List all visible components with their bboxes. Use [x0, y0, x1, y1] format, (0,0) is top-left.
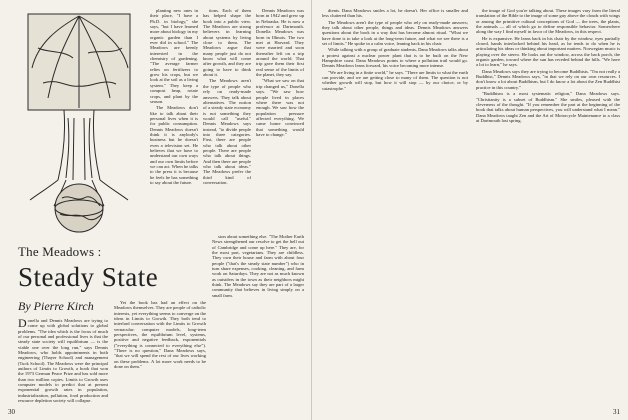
paragraph: dients. Dana Meadows smiles a lot, he doesn't. Her office is smaller and less cluttered than his.	[322, 8, 468, 19]
article-column-2	[114, 300, 206, 408]
article-column-top-1	[150, 8, 198, 226]
right-page	[314, 0, 628, 420]
page-number-right: 31	[613, 408, 620, 416]
illustration-tree-earth-icon	[18, 8, 140, 236]
paragraph: "We are living in a finite world," he says. "There are limits to what the earth can provide, and we are getting close to many of them. The question is not whether growth will stop, but how it will stop — by our choice, or by catastrophe."	[322, 69, 468, 91]
paragraph: sion about something else. "The Mother Earth News strengthened our resolve to get the hell out of Cambridge and come up here." They are, for the most part, vegetarians. They are childless. They own their house and farm with about four people ("that's the steady state number") who in turn share expenses, cooking, cleaning, and farm work on Saturdays. They are not as much known as outsiders in the town as their neighbors might think. The Meadows say they are part of a larger community that believes in living simply on a small farm.	[212, 234, 304, 298]
article-column-right-1	[322, 8, 468, 404]
paragraph: The Meadows aren't the type of people who rely on ready-made answers; they talk about other people, things and ideas. Dennis Meadows answers questions about the book in a way that has become almost ritual. "What we have done is to take a look at the long-term future, and what we see there is a set of limits." He spoke in a calm voice, leaning back in his chair.	[322, 19, 468, 47]
paragraph: planting new ones in their place, "I have a Ph.D. in biology," she says, "but I have learned more about biology in my organic garden than I ever did in school." The Meadows are keenly interested in the chemistry of gardening. "The average farmer relies on fertilizers to grow his crops, but we look at the soil as a living system." They keep a compost heap, rotate crops, and plant by the season.	[150, 8, 198, 104]
paragraph: Yet the book has had an effect on the Meadows themselves. They are people of catholic interests, yet everything seems to converge on the ideas in Limits to Growth. They both tend to interlard conversation with the Limits to Growth vernacular: computer models, long-term perspectives, the equilibrium level, systems, positive and negative feedback, exponentials ("everything is connected to everything else"). "There is no question," Dana Meadows says, "that we will spend the rest of our lives working on these problems. A lot more work needs to be done on them."	[114, 300, 206, 370]
left-page	[0, 0, 312, 420]
paragraph: "What we saw on that trip changed us," Donella says. "We saw how people lived in places where there was not enough. We saw how the population pressure affected everything. We came home convinced that something would have to change."	[256, 78, 304, 137]
page-number-left: 30	[8, 408, 15, 416]
paragraph: The Meadows don't like to talk about their personal lives when it is for public consumption. Dennis Meadows doesn't think it is anybody's business but he doesn't even a television set. He believes that we have to understand our own ways and our own limits before we can act. When he talks to the press it is because he feels he has something to say about the future.	[150, 105, 198, 185]
paragraph: The Meadows aren't the type of people who rely on ready-made answers. They talk about alternatives. The notion of a steady state economy is not something they would call "useful." Dennis Meadows says instead, "to divide people into three categories. First, there are people who talk about other people. There are people who talk about things. And then there are people who talk about ideas." The Meadows prefer the third kind of conversation.	[203, 78, 251, 185]
article-column-3	[212, 234, 304, 408]
paragraph: Dennis Meadows was born in 1942 and grew up in Nebraska. He is now a professor at Dartmouth. Donella Meadows was born in Illinois. The two met at Harvard. They were married and soon thereafter left on a trip around the world. That trip gave them their first real sense of the limits of the planet, they say.	[256, 8, 304, 78]
paragraph: Donella and Dennis Meadows are trying to come up with global solutions to global problems. "The idea which is the focus of much of our personal and professional lives is that the steady state society will equilibrium — is the viable one over the long run," says Dennis Meadows, who holds appointments in both engineering (Thayer School) and management (Tuck School). The Meadows were the principal authors of Limits to Growth, a book that won the 1973 German Peace Prize and has sold more than two million copies. Limits to Growth uses computer models to predict that at present exponential growth rates in population, industrialization, pollution, food production and resource depletion society will collapse.	[18, 318, 108, 404]
article-kicker: The Meadows :	[18, 244, 102, 259]
paragraph: tions. Each of them has helped shape the book into a public view. The Meadows are strong believers in learning about systems by living close to them. The Meadows argue that many people just do not know what will come after growth, and they are going to have to think about it.	[203, 8, 251, 78]
article-column-top-2	[203, 8, 251, 226]
paragraph: the image of God you're talking about. These images vary from the literal translation of the Bible to the image of some guy above the clouds with wings or among the primitive cultural conceptions of God — the trees, the plants, the animals — all of which go to define responsible behavior. Somewhere along the way I find myself in favor of the Meadows, in this respect.	[476, 8, 620, 35]
paragraph: Dana Meadows says they are trying to become Buddhists. "I'm not really a Buddhist," Dennis Meadows says, "in that we rely on our own resources. I don't know a lot about Buddhism, but I do know a lot about the Zen Buddhist practice in this country."	[476, 68, 620, 90]
paragraph: "Buddhism is a most systematic religion," Dana Meadows says. "Christianity is a subset of Buddhism." She smiles, pleased with the cleverness of the thought. "If you remember the part at the beginning of the book that talks about human perspectives, you will understand what I mean." Dana Meadows taught Zen and the Art of Motorcycle Maintenance to a class at Dartmouth last spring.	[476, 91, 620, 123]
article-byline: By Pierre Kirch	[18, 299, 94, 313]
article-title: Steady State	[18, 262, 159, 292]
paragraph: While talking with a group of graduate students, Dana Meadows talks about a protest against a nuclear power plant that is to be built on the New Hampshire coast. Dana Meadows points to where a pollution trail would go. Dennis Meadows leans forward, his voice becoming more intense.	[322, 47, 468, 69]
article-column-1	[18, 318, 108, 408]
paragraph: He is expansive. He leans back in his chair by the window, eyes partially closed, hands interlocked behind his head, as he tends to do when he is articulating his ideas or thinking about important matters. Norwegian music is playing over the stereo. He looks out the window, across the back porch, the organic garden, toward where the sun has receded behind the hills. "We have a lot to learn," he says.	[476, 35, 620, 68]
article-column-right-2	[476, 8, 620, 404]
article-column-top-3	[256, 8, 304, 226]
